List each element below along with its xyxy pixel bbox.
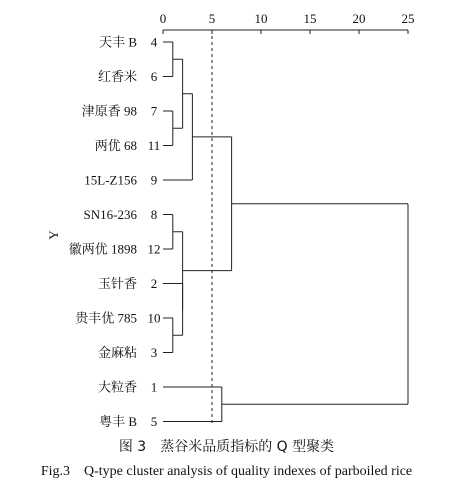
leaf-name-label: 贵丰优 785 [75, 310, 137, 326]
leaf-name-label: 粤丰 B [99, 414, 137, 429]
leaf-id-label: 3 [150, 345, 158, 360]
x-tick-label: 20 [352, 11, 366, 26]
leaf-name-label: 红香米 [97, 69, 137, 84]
leaf-name-label: 玉针香 [97, 276, 137, 291]
leaf-name-label: 金麻粘 [97, 345, 137, 360]
leaf-name-label: 大粒香 [97, 379, 137, 395]
leaf-id-label: 4 [150, 34, 158, 50]
leaf-id-label: 8 [150, 207, 158, 222]
leaf-id-label: 1 [150, 379, 158, 395]
leaf-name-label: 津原香 98 [81, 103, 137, 119]
leaf-id-label: 11 [147, 138, 161, 153]
x-tick-label: 15 [303, 11, 317, 26]
leaf-name-label: 徽两优 1898 [68, 241, 137, 257]
x-tick-label: 10 [254, 11, 268, 26]
leaf-id-label: 12 [147, 241, 161, 257]
leaf-id-label: 7 [150, 103, 158, 119]
leaf-name-label: 天丰 B [99, 34, 137, 50]
x-tick-label: 0 [159, 11, 167, 26]
y-axis-label: Y [46, 230, 61, 240]
figure-caption-chinese: 图 3 蒸谷米品质指标的 Q 型聚类 [118, 439, 335, 455]
leaf-id-label: 5 [150, 414, 158, 429]
leaf-id-label: 9 [150, 172, 158, 188]
leaf-id-label: 10 [147, 310, 161, 326]
leaf-name-label: SN16-236 [83, 207, 137, 222]
leaf-id-label: 6 [150, 69, 158, 84]
figure-caption-english: Fig.3 Q-type cluster analysis of quality indexes of parboiled rice [40, 464, 413, 479]
leaf-name-label: 15L-Z156 [84, 172, 137, 188]
x-tick-label: 5 [208, 11, 216, 26]
x-tick-label: 25 [401, 11, 415, 26]
leaf-id-label: 2 [150, 276, 158, 291]
leaf-name-label: 两优 68 [94, 138, 137, 153]
